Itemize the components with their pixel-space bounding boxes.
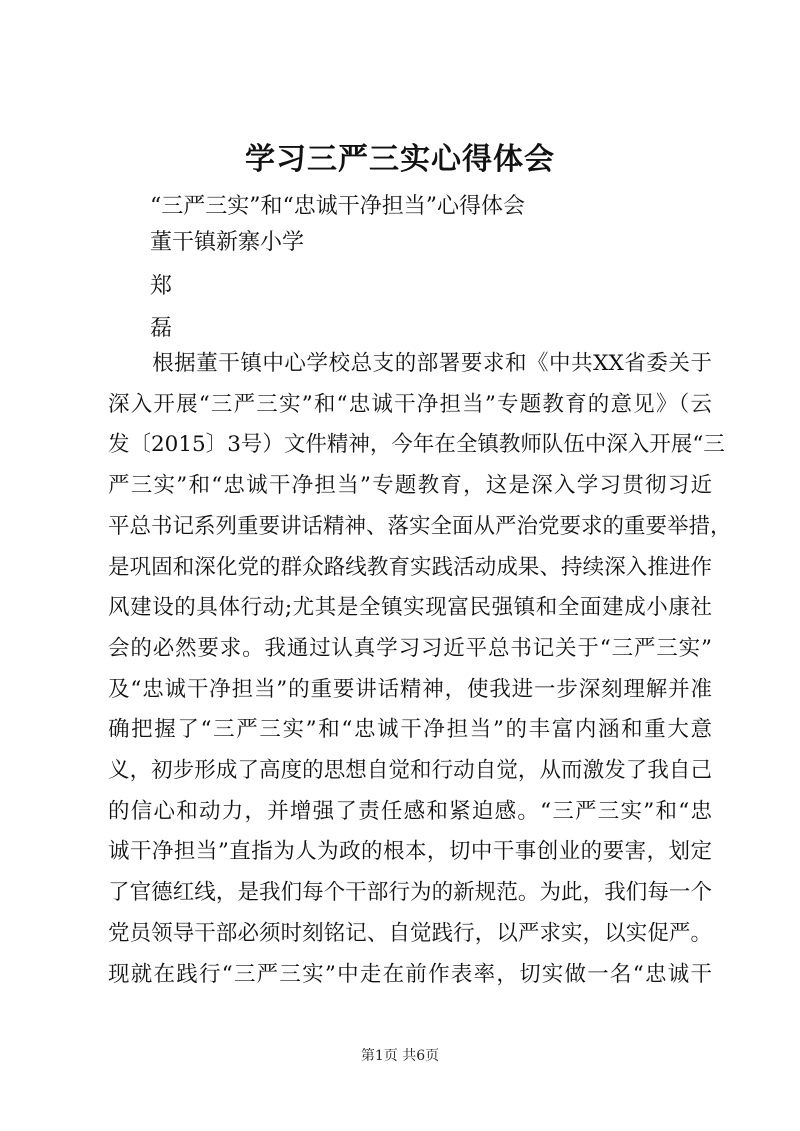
body-line: 风建设的具体行动;尤其是全镇实现富民强镇和全面建成小康社 [108, 595, 712, 621]
body-line: 严三实”和“忠诚干净担当”专题教育，这是深入学习贯彻习近 [108, 473, 712, 499]
author-name-line-2: 磊 [150, 316, 173, 341]
body-line: 深入开展“三严三实”和“忠诚干净担当”专题教育的意见》（云 [108, 391, 712, 417]
body-line: 诚干净担当”直指为人为政的根本，切中干事创业的要害，划定 [108, 839, 712, 865]
body-line: 现就在践行“三严三实”中走在前作表率，切实做一名“忠诚干 [108, 961, 712, 987]
document-subtitle: “三严三实”和“忠诚干净担当”心得体会 [150, 194, 525, 219]
body-line: 及“忠诚干净担当”的重要讲话精神，使我进一步深刻理解并准 [108, 676, 712, 702]
body-line: 了官德红线，是我们每个干部行为的新规范。为此，我们每一个 [108, 880, 712, 906]
body-paragraph [108, 344, 732, 995]
body-line: 义，初步形成了高度的思想自觉和行动自觉，从而激发了我自己 [108, 758, 712, 784]
body-line: 党员领导干部必须时刻铭记、自觉践行，以严求实，以实促严。 [108, 920, 712, 946]
body-line: 发〔2015〕3号）文件精神，今年在全镇教师队伍中深入开展“三 [108, 432, 725, 458]
body-line: 根据董干镇中心学校总支的部署要求和《中共XX省委关于 [108, 351, 712, 376]
body-line: 是巩固和深化党的群众路线教育实践活动成果、持续深入推进作 [108, 554, 712, 580]
document-title: 学习三严三实心得体会 [245, 142, 555, 177]
page-number-footer: 第1页 共6页 [360, 1048, 440, 1064]
body-line: 平总书记系列重要讲话精神、落实全面从严治党要求的重要举措， [108, 513, 732, 539]
body-line: 确把握了“三严三实”和“忠诚干净担当”的丰富内涵和重大意 [108, 717, 712, 743]
author-name-line-1: 郑 [150, 274, 173, 299]
body-line: 的信心和动力，并增强了责任感和紧迫感。“三严三实”和“忠 [108, 798, 712, 824]
body-line: 会的必然要求。我通过认真学习习近平总书记关于“三严三实” [108, 635, 712, 661]
school-name: 董干镇新寨小学 [150, 230, 305, 255]
